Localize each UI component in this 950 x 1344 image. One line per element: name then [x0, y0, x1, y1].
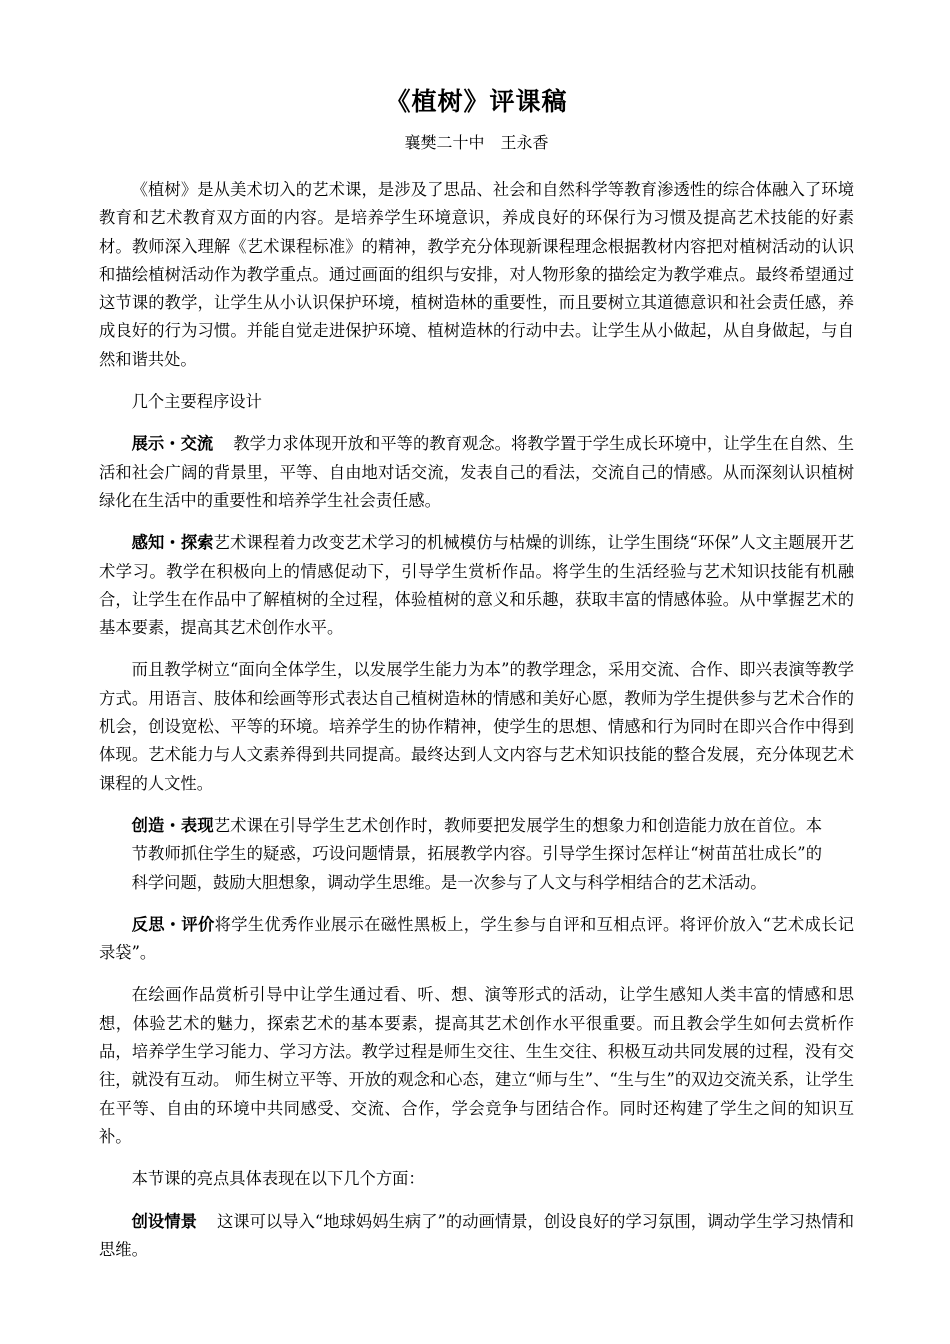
author-name: 王永香: [500, 133, 549, 152]
section-display-exchange: [99, 430, 854, 515]
section-text-perception-exploration: 艺术课程着力改变艺术学习的机械模仿与枯燥的训练，让学生围绕“环保”人文主题展开艺术学习。教学在积极向上的情感促动下，引导学生赏析作品。将学生的生活经验与艺术知识技能有机融合，让学生在作品中了解植树的全过程，体验植树的意义和乐趣，获取丰富的情感体验。从中掌握艺术的基本要素，提高其艺术创作水平。: [99, 533, 854, 638]
author-school: 襄樊二十中: [404, 133, 485, 152]
intro-paragraph: 《植树》是从美术切入的艺术课，是涉及了思品、社会和自然科学等教育渗透性的综合体融入了环境教育和艺术教育双方面的内容。是培养学生环境意识，养成良好的环保行为习惯及提高艺术技能的好素材。教师深入理解《艺术课程标准》的精神，教学充分体现新课程理念根据教材内容把对植树活动的认识和描绘植树活动作为教学重点。通过画面的组织与安排，对人物形象的描绘定为教学难点。最终希望通过这节课的教学，让学生从小认识保护环境，植树造林的重要性，而且要树立其道德意识和社会责任感，养成良好的行为习惯。并能自觉走进保护环境、植树造林的行动中去。让学生从小做起，从自身做起，与自然和谐共处。: [99, 180, 854, 369]
document-title: 《植树》评课稿: [385, 87, 568, 116]
section-text-creation-expression: 艺术课在引导学生艺术创作时，教师要把发展学生的想象力和创造能力放在首位。本节教师抓住学生的疑惑，巧设问题情景，拓展教学内容。引导学生探讨怎样让“树苗茁壮成长”的科学问题，鼓励大胆想象，调动学生思维。是一次参与了人文与科学相结合的艺术活动。: [131, 815, 822, 892]
section-create-scenario: [99, 1208, 854, 1265]
section-text-reflection-evaluation: 将学生优秀作业展示在磁性黑板上，学生参与自评和互相点评。将评价放入“艺术成长记录袋”。: [99, 914, 854, 963]
section-text-display-exchange: 教学力求体现开放和平等的教育观念。将教学置于学生成长环境中，让学生在自然、生活和社会广阔的背景里，平等、自由地对话交流，发表自己的看法，交流自己的情感。从而深刻认识植树绿化在生活中的重要性和培养学生社会责任感。: [99, 434, 854, 510]
section-perception-exploration: [99, 529, 854, 642]
appreciation-paragraph: 在绘画作品赏析引导中让学生通过看、听、想、演等形式的活动，让学生感知人类丰富的情感和思想，体验艺术的魅力，探索艺术的基本要素，提高其艺术创作水平很重要。而且教会学生如何去赏析作品，培养学生学习能力、学习方法。教学过程是师生交往、生生交往、积极互动共同发展的过程，没有交往，就没有互动。 师生树立平等、开放的观念和心态，建立“师与生”、“生与生”的双边交流关系，让学生在平等、自由的环境中共同感受、交流、合作，学会竞争与团结合作。同时还构建了学生之间的知识互补。: [99, 985, 854, 1146]
section-title-perception-exploration: 感知・探索: [131, 533, 214, 553]
section-text-create-scenario: 这课可以导入“地球妈妈生病了”的动画情景，创设良好的学习氛围，调动学生学习热情和思维。: [99, 1211, 854, 1259]
highlights-heading: 本节课的亮点具体表现在以下几个方面：: [131, 1169, 425, 1189]
section-reflection-evaluation: [99, 911, 854, 968]
section-title-create-scenario: 创设情景: [131, 1211, 197, 1231]
program-heading: 几个主要程序设计: [131, 392, 262, 412]
section-creation-expression: [99, 812, 854, 897]
method-paragraph: 而且教学树立“面向全体学生，以发展学生能力为本”的教学理念，采用交流、合作、即兴表演等教学方式。用语言、肢体和绘画等形式表达自己植树造林的情感和美好心愿，教师为学生提供参与艺术合作的机会，创设宽松、平等的环境。培养学生的协作精神，使学生的思想、情感和行为同时在即兴合作中得到体现。艺术能力与人文素养得到共同提高。最终达到人文内容与艺术知识技能的整合发展，充分体现艺术课程的人文性。: [99, 660, 854, 793]
section-title-display-exchange: 展示・交流: [131, 434, 214, 454]
section-title-creation-expression: 创造・表现: [131, 815, 214, 835]
section-title-reflection-evaluation: 反思・评价: [131, 914, 215, 934]
author-line: [99, 132, 854, 154]
